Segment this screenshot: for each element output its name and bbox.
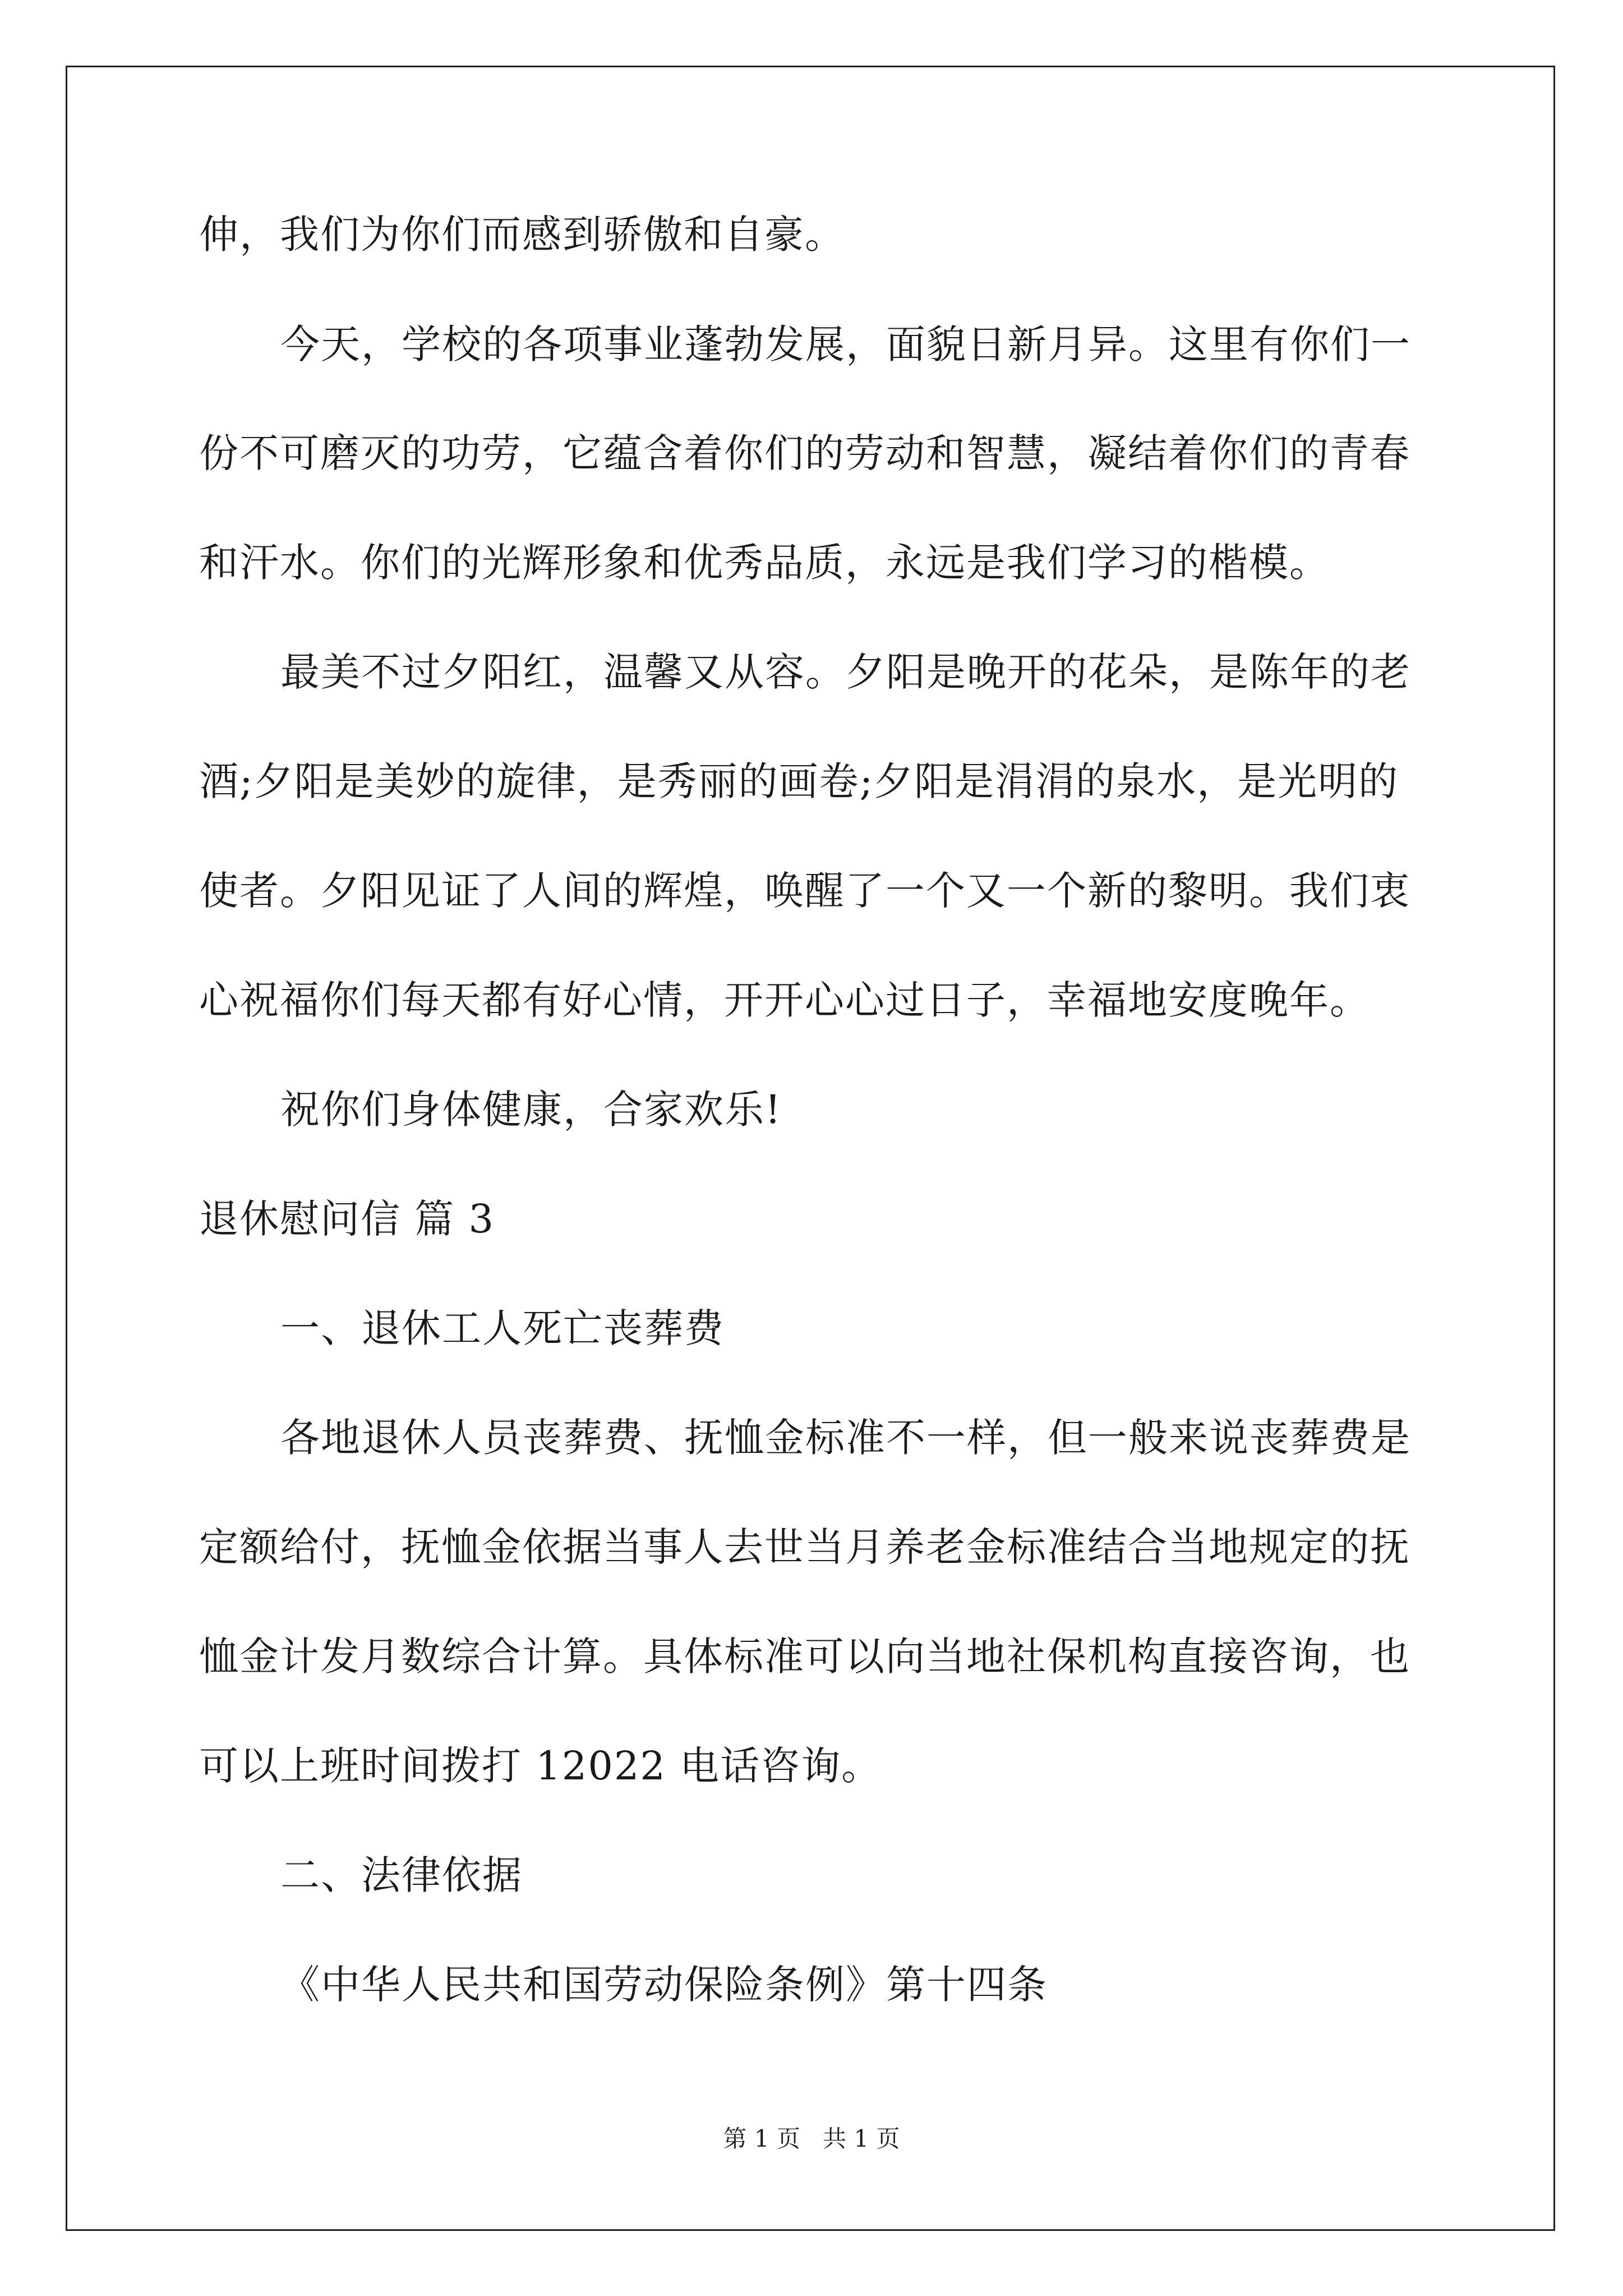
paragraph-line: 最美不过夕阳红，温馨又从容。夕阳是晚开的花朵，是陈年的老 [280, 649, 1411, 695]
paragraph-line: 《中华人民共和国劳动保险条例》第十四条 [280, 1962, 1048, 2008]
paragraph-line: 可以上班时间拨打 12022 电话咨询。 [199, 1743, 882, 1789]
paragraph-line: 祝你们身体健康，合家欢乐! [280, 1087, 782, 1133]
paragraph-line: 心祝福你们每天都有好心情，开开心心过日子，幸福地安度晚年。 [199, 977, 1370, 1023]
paragraph-line: 伸，我们为你们而感到骄傲和自豪。 [199, 211, 845, 257]
subheading: 二、法律依据 [280, 1852, 523, 1898]
paragraph-line: 恤金计发月数综合计算。具体标准可以向当地社保机构直接咨询，也 [199, 1634, 1410, 1680]
paragraph-line: 份不可磨灭的功劳，它蕴含着你们的劳动和智慧，凝结着你们的青春 [199, 430, 1410, 476]
paragraph-line: 和汗水。你们的光辉形象和优秀品质，永远是我们学习的楷模。 [199, 540, 1330, 586]
subheading: 一、退休工人死亡丧葬费 [280, 1305, 725, 1351]
paragraph-line: 酒;夕阳是美妙的旋律，是秀丽的画卷;夕阳是涓涓的泉水，是光明的 [199, 758, 1399, 804]
section-heading: 退休慰问信 篇 3 [199, 1196, 495, 1242]
page-border [66, 66, 1555, 2231]
page-footer: 第 1 页 共 1 页 [723, 2125, 900, 2152]
paragraph-line: 定额给付，抚恤金依据当事人去世当月养老金标准结合当地规定的抚 [199, 1524, 1410, 1570]
paragraph-line: 使者。夕阳见证了人间的辉煌，唤醒了一个又一个新的黎明。我们衷 [199, 868, 1410, 914]
paragraph-line: 各地退休人员丧葬费、抚恤金标准不一样，但一般来说丧葬费是 [280, 1415, 1411, 1461]
paragraph-line: 今天，学校的各项事业蓬勃发展，面貌日新月异。这里有你们一 [280, 321, 1411, 367]
